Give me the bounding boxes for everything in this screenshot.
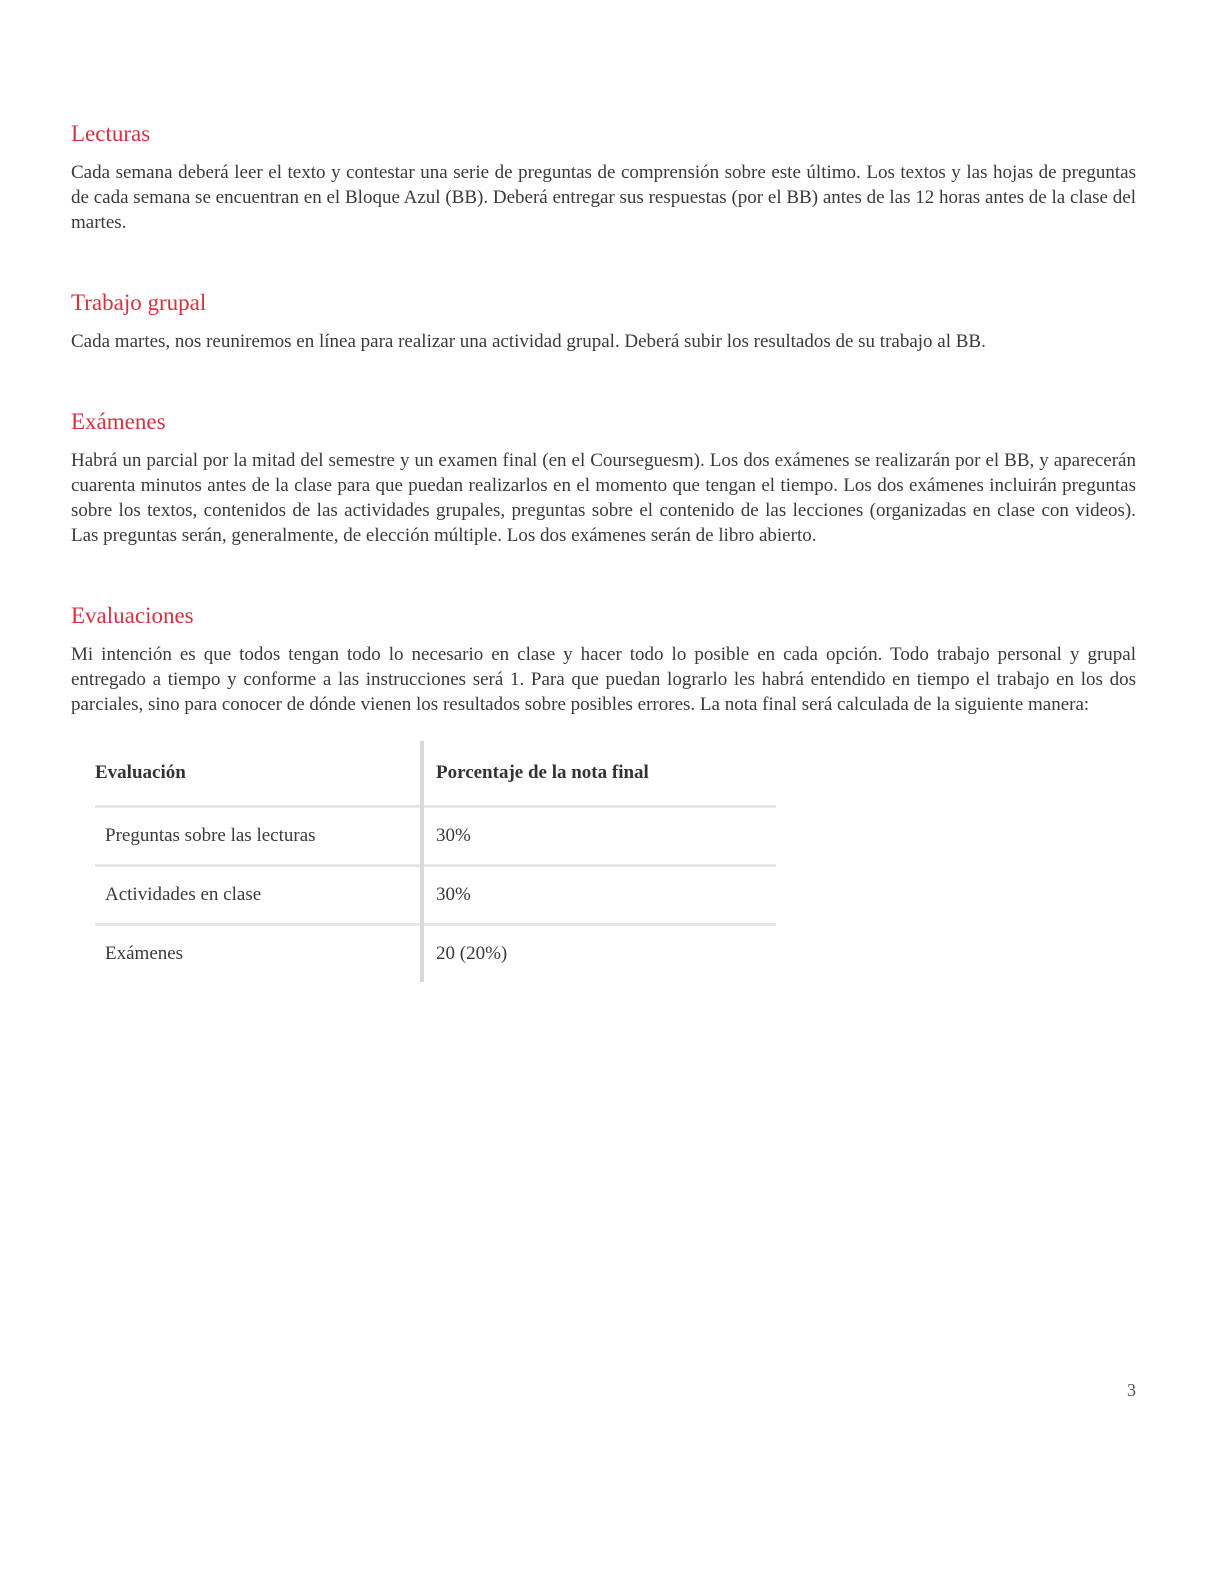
table-cell: Exámenes — [95, 925, 422, 983]
section-lecturas — [71, 118, 1136, 235]
page-number: 3 — [1127, 1380, 1136, 1400]
grades-table — [95, 741, 776, 982]
document-page — [71, 118, 1136, 982]
table-row — [95, 866, 776, 925]
section-body: Habrá un parcial por la mitad del semestre y un examen final (en el Courseguesm). Los dos exámenes se realizarán por el BB, y aparecerán cuarenta minutos antes de la clase para que puedan realizarlos en el momento que tengan el tiempo. Los dos exámenes incluirán preguntas sobre los textos, contenidos de las actividades grupales, preguntas sobre el contenido de las lecciones (organizadas en clase con videos). Las preguntas serán, generalmente, de elección múltiple. Los dos exámenes serán de libro abierto. — [71, 450, 1136, 546]
table-row — [95, 807, 776, 866]
section-body: Mi intención es que todos tengan todo lo necesario en clase y hacer todo lo posible en cada opción. Todo trabajo personal y grupal entregado a tiempo y conforme a las instrucciones será 1. Para que puedan lograrlo les habrá entendido en tiempo el trabajo en los dos parciales, sino para conocer de dónde vienen los resultados sobre posibles errores. La nota final será calculada de la siguiente manera: — [71, 644, 1136, 715]
table-cell: 20 (20%) — [422, 925, 776, 983]
section-examenes — [71, 406, 1136, 548]
section-trabajo-grupal — [71, 287, 1136, 354]
table-cell: 30% — [422, 866, 776, 925]
table-header-evaluacion: Evaluación — [95, 762, 186, 783]
table-header-row — [95, 741, 776, 807]
table-cell: 30% — [422, 807, 776, 866]
section-heading: Trabajo grupal — [71, 290, 207, 315]
section-heading: Evaluaciones — [71, 603, 194, 628]
section-body: Cada martes, nos reuniremos en línea para realizar una actividad grupal. Deberá subir los resultados de su trabajo al BB. — [71, 331, 986, 352]
section-heading: Exámenes — [71, 409, 166, 434]
table-cell: Actividades en clase — [95, 866, 422, 925]
section-evaluaciones — [71, 600, 1136, 982]
table-row — [95, 925, 776, 983]
section-body: Cada semana deberá leer el texto y contestar una serie de preguntas de comprensión sobre este último. Los textos y las hojas de preguntas de cada semana se encuentran en el Bloque Azul (BB). Deberá entregar sus respuestas (por el BB) antes de las 12 horas antes de la clase del martes. — [71, 162, 1136, 233]
table-cell: Preguntas sobre las lecturas — [95, 807, 422, 866]
section-heading: Lecturas — [71, 121, 151, 146]
table-header-porcentaje: Porcentaje de la nota final — [422, 741, 776, 807]
